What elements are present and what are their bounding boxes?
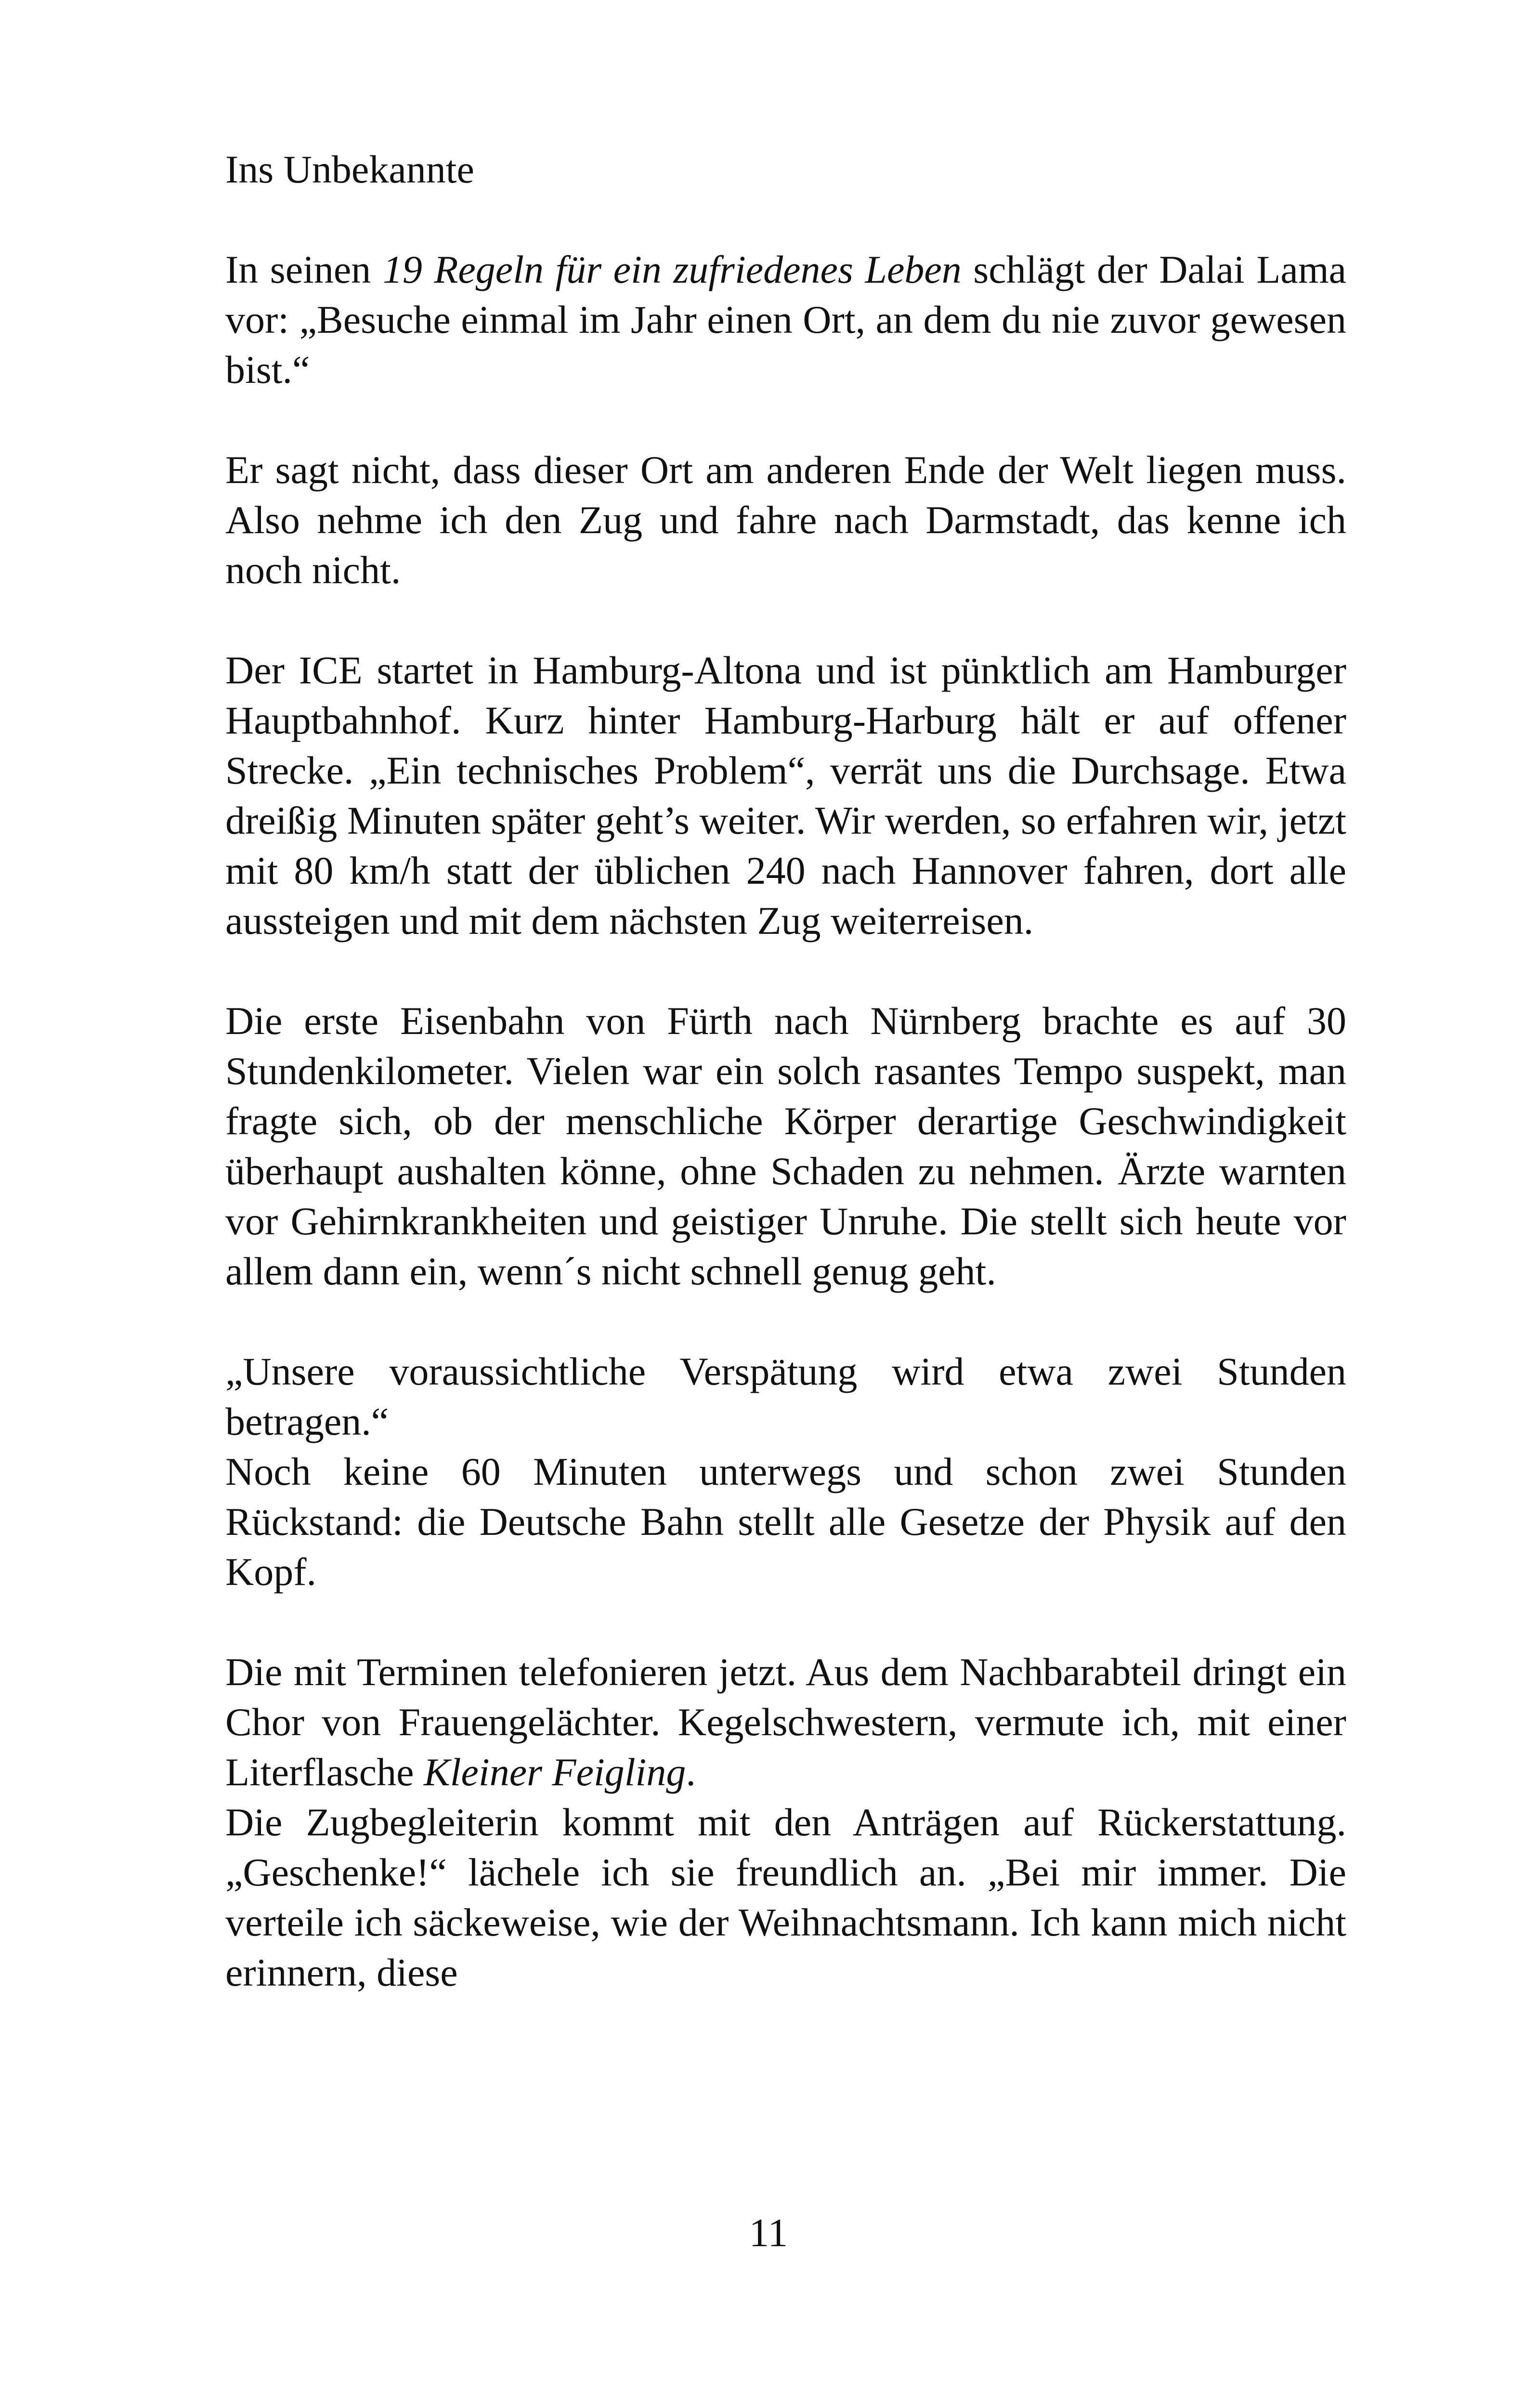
page-number: 11 bbox=[749, 2211, 788, 2255]
book-title-italic: 19 Regeln für ein zufriedenes Leben bbox=[382, 248, 962, 291]
paragraph-5: „Unsere voraussichtliche Verspätung wird etwa zwei Stunden betragen.“ bbox=[225, 1349, 1346, 1443]
page-body bbox=[225, 144, 1346, 1998]
paragraph-7-text-a: Die mit Terminen telefonieren jetzt. Aus dem Nachbarabteil dringt ein Chor von Frauengelächter. Kegelschwestern, vermute ich, mit einer Literflasche bbox=[225, 1650, 1346, 1794]
brand-name-italic: Kleiner Feigling bbox=[424, 1750, 686, 1794]
paragraph-1-text-a: In seinen bbox=[225, 248, 383, 291]
paragraph-4: Die erste Eisenbahn von Fürth nach Nürnberg brachte es auf 30 Stundenkilometer. Vielen war ein solch rasantes Tempo suspekt, man fragte sich, ob der menschliche Körper derartige Geschwindigkeit überhaupt aushalten könne, ohne Schaden zu nehmen. Ärzte warnten vor Gehirnkrankheiten und geistiger Unruhe. Die stellt sich heute vor allem dann ein, wenn´s nicht schnell genug geht. bbox=[225, 999, 1346, 1293]
paragraph-3: Der ICE startet in Hamburg-Altona und ist pünktlich am Hamburger Hauptbahnhof. Kurz hinter Hamburg-Harburg hält er auf offener Strecke. „Ein technisches Problem“, verrät uns die Durchsage. Etwa dreißig Minuten später geht’s weiter. Wir werden, so erfahren wir, jetzt mit 80 km/h statt der üblichen 240 nach Hannover fahren, dort alle aussteigen und mit dem nächsten Zug weiterreisen. bbox=[225, 648, 1346, 942]
chapter-heading: Ins Unbekannte bbox=[225, 147, 474, 191]
paragraph-7 bbox=[225, 1647, 1346, 1797]
paragraph-7-text-b: . bbox=[686, 1750, 696, 1794]
paragraph-1 bbox=[225, 245, 1346, 395]
paragraph-6: Noch keine 60 Minuten unterwegs und schon zwei Stunden Rückstand: die Deutsche Bahn stellt alle Gesetze der Physik auf den Kopf. bbox=[225, 1450, 1346, 1594]
paragraph-2: Er sagt nicht, dass dieser Ort am anderen Ende der Welt liegen muss. Also nehme ich den Zug und fahre nach Darmstadt, das kenne ich noch nicht. bbox=[225, 448, 1346, 592]
paragraph-8: Die Zugbegleiterin kommt mit den Anträgen auf Rückerstattung. „Geschenke!“ lächele ich sie freundlich an. „Bei mir immer. Die verteile ich säckeweise, wie der Weihnachtsmann. Ich kann mich nicht erinnern, diese bbox=[225, 1800, 1346, 1994]
paragraph-1-text-b: schlägt der Dalai Lama vor: „Besuche einmal im Jahr einen Ort, an dem du nie zuvor gewesen bist.“ bbox=[225, 248, 1346, 392]
